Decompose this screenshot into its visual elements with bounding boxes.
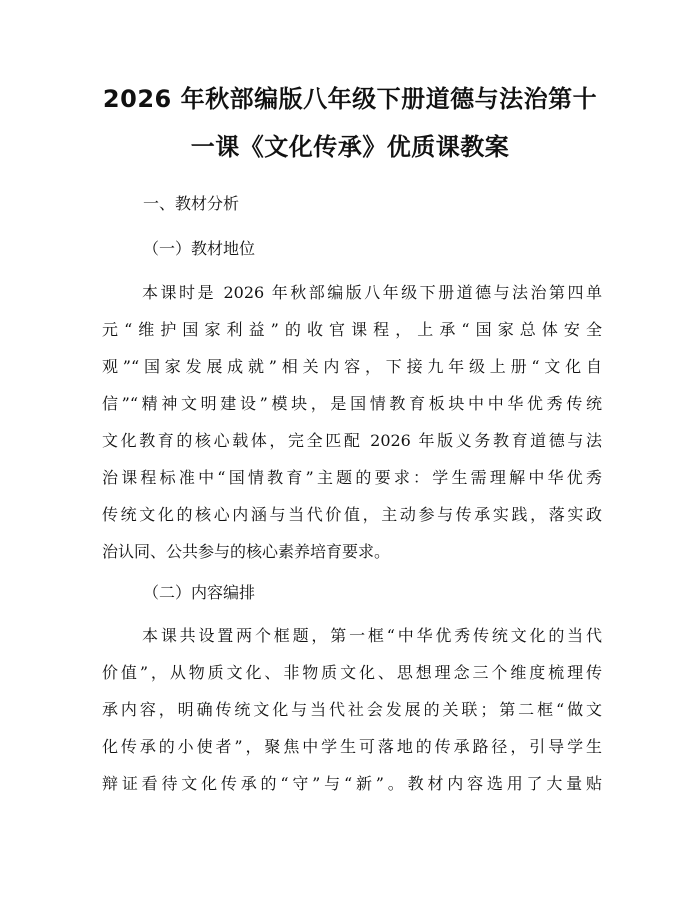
paragraph-line: 信”“精神文明建设”模块，是国情教育板块中中华优秀传统: [102, 394, 602, 413]
subsection-heading-material-status: （一）教材地位: [143, 239, 256, 258]
subsection-heading-content-arrangement: （二）内容编排: [143, 583, 256, 602]
paragraph-line: 辩证看待文化传承的“守”与“新”。教材内容选用了大量贴: [102, 774, 602, 793]
paragraph-line: 本课时是 2026 年秋部编版八年级下册道德与法治第四单: [142, 283, 602, 302]
document-title-line-1: 2026 年秋部编版八年级下册道德与法治第十: [102, 85, 598, 113]
document-title-line-2: 一课《文化传承》优质课教案: [190, 133, 510, 161]
paragraph-line: 观”“国家发展成就”相关内容，下接九年级上册“文化自: [102, 357, 602, 376]
section-heading-teaching-material-analysis: 一、教材分析: [143, 194, 240, 213]
paragraph-line: 文化教育的核心载体，完全匹配 2026 年版义务教育道德与法: [102, 431, 602, 450]
paragraph-line: 承内容，明确传统文化与当代社会发展的关联；第二框“做文: [102, 700, 602, 719]
paragraph-line: 价值”，从物质文化、非物质文化、思想理念三个维度梳理传: [102, 663, 602, 682]
paragraph-line: 元“维护国家利益”的收官课程，上承“国家总体安全: [102, 320, 602, 339]
paragraph-line: 治认同、公共参与的核心素养培育要求。: [102, 542, 391, 561]
paragraph-line: 传统文化的核心内涵与当代价值，主动参与传承实践，落实政: [102, 505, 602, 524]
paragraph-line: 治课程标准中“国情教育”主题的要求：学生需理解中华优秀: [102, 468, 602, 487]
paragraph-line: 本课共设置两个框题，第一框“中华优秀传统文化的当代: [142, 626, 602, 645]
paragraph-line: 化传承的小使者”，聚焦中学生可落地的传承路径，引导学生: [102, 737, 602, 756]
